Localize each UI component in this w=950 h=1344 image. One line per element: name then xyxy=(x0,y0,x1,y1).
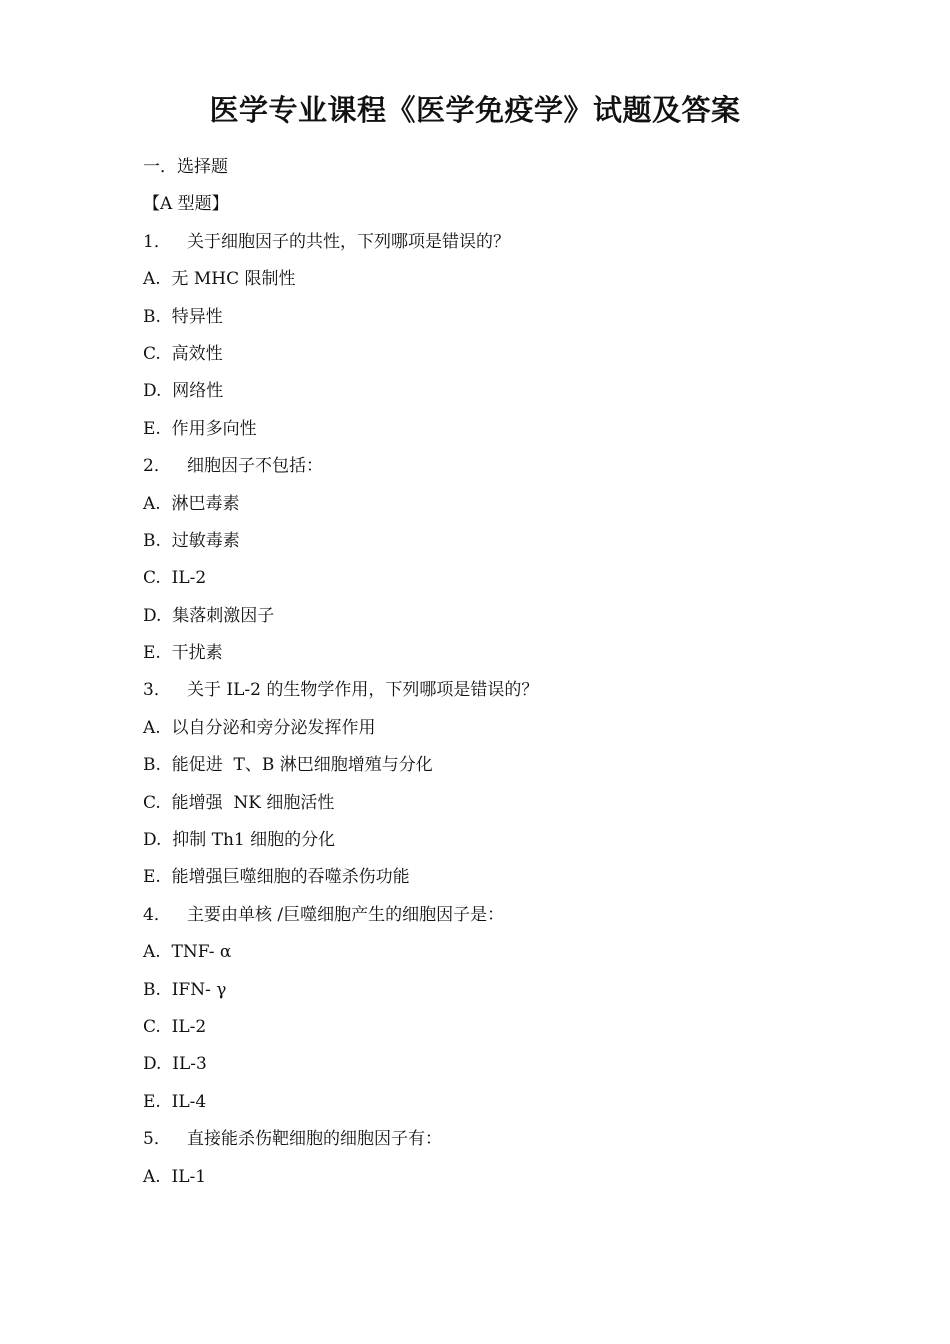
answer-option: A. 以自分泌和旁分泌发挥作用 xyxy=(143,717,376,738)
answer-option: A. 淋巴毒素 xyxy=(143,493,240,514)
question-text: 2． 细胞因子不包括： xyxy=(143,456,324,477)
answer-option: B. IFN- γ xyxy=(143,979,227,1000)
answer-option: D. IL-3 xyxy=(143,1054,207,1075)
answer-option: A. 无 MHC 限制性 xyxy=(143,269,296,290)
question-text: 4． 主要由单核 /巨噬细胞产生的细胞因子是： xyxy=(143,904,505,925)
answer-option: A. TNF- α xyxy=(143,942,232,963)
section-heading: 一．选择题 xyxy=(143,157,228,177)
question-block xyxy=(143,674,863,898)
answer-option: E. 作用多向性 xyxy=(143,418,257,439)
answer-option: D. 抑制 Th1 细胞的分化 xyxy=(143,830,336,851)
answer-option: E. 能增强巨噬细胞的吞噬杀伤功能 xyxy=(143,867,410,888)
answer-option: D. 集落刺激因子 xyxy=(143,605,275,626)
answer-option: B. 特异性 xyxy=(143,306,223,327)
question-block xyxy=(143,450,863,674)
document-title: 医学专业课程《医学免疫学》试题及答案 xyxy=(209,93,741,127)
answer-option: C. 能增强 NK 细胞活性 xyxy=(143,792,335,813)
question-text: 1． 关于细胞因子的共性，下列哪项是错误的？ xyxy=(143,231,511,252)
question-block xyxy=(143,226,863,450)
answer-option: C. IL-2 xyxy=(143,1016,207,1037)
question-text: 3． 关于 IL-2 的生物学作用，下列哪项是错误的？ xyxy=(143,680,539,701)
answer-option: E. IL-4 xyxy=(143,1091,207,1112)
question-block xyxy=(143,899,863,1123)
question-text: 5． 直接能杀伤靶细胞的细胞因子有： xyxy=(143,1129,443,1150)
answer-option: D. 网络性 xyxy=(143,381,224,402)
answer-option: E. 干扰素 xyxy=(143,643,223,664)
subsection-heading: 【A 型题】 xyxy=(143,194,229,215)
answer-option: C. 高效性 xyxy=(143,343,223,364)
document-body xyxy=(143,151,863,1198)
answer-option: B. 能促进 T、B 淋巴细胞增殖与分化 xyxy=(143,755,433,776)
answer-option: C. IL-2 xyxy=(143,568,207,589)
answer-option: A. IL-1 xyxy=(143,1166,207,1187)
question-block xyxy=(143,1123,863,1198)
answer-option: B. 过敏毒素 xyxy=(143,530,240,551)
